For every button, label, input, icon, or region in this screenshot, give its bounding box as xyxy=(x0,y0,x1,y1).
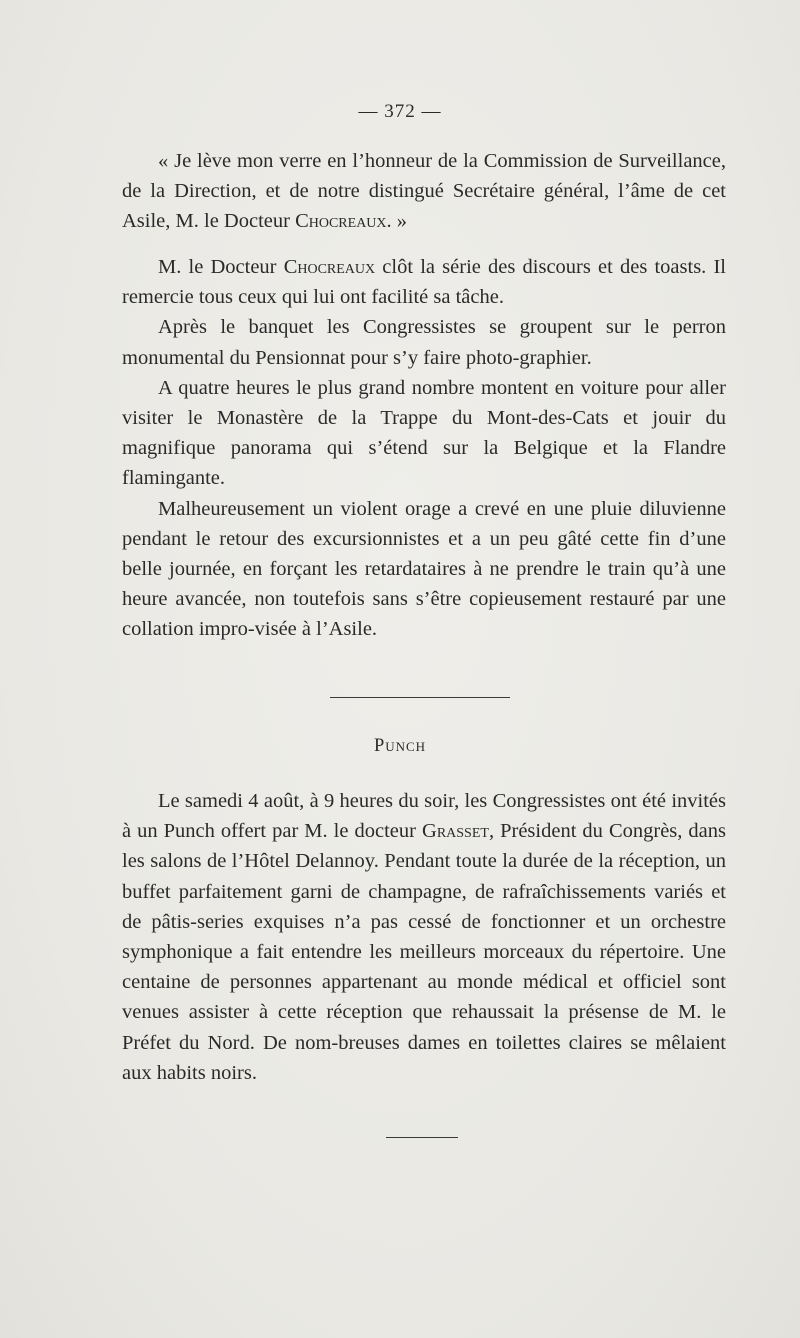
banquet-paragraph: Après le banquet les Congressistes se groupent sur le perron monumental du Pensionnat pour s’y faire photo-graphier. xyxy=(122,316,726,369)
section-divider xyxy=(330,697,510,698)
closing-text-before: M. le Docteur xyxy=(158,256,284,278)
closing-text-after: clôt la série des discours et des toasts. Il remercie tous ceux qui lui ont facilité sa tâche. xyxy=(122,256,727,309)
section-title: Punch xyxy=(373,736,427,756)
closing-name: Chocreaux xyxy=(283,256,376,278)
punch-text-before: Le samedi 4 août, à 9 heures du soir, les Congressistes ont été invités à un Punch offert par M. le docteur xyxy=(122,790,726,843)
punch-paragraph xyxy=(122,786,726,1088)
page-number: — 372 — xyxy=(358,101,442,122)
punch-name: Grasset xyxy=(422,820,489,843)
quote-text-after: . » xyxy=(386,210,408,233)
quote-name: Chocreaux xyxy=(295,210,387,233)
punch-block xyxy=(122,786,726,1088)
closing-paragraph xyxy=(122,252,726,312)
quote-paragraph xyxy=(122,146,726,237)
end-divider xyxy=(386,1137,458,1138)
narrative-block xyxy=(122,252,726,645)
punch-text-after: , Président du Congrès, dans les salons de l’Hôtel Delannoy. Pendant toute la durée de la réception, un buffet parfaitement garni de champagne, de rafraîchissements variés et de pâtis-series exquises n’a pas cessé de fonctionner et un orchestre symphonique a fait entendre les meilleurs morceaux du répertoire. Une centaine de personnes appartenant au monde médical et officiel sont venues assister à cette réception que rehaussait la présense de M. le Préfet du Nord. De nom-breuses dames en toilettes claires se mêlaient aux habits noirs. xyxy=(122,820,727,1084)
quote-text-before: « Je lève mon verre en l’honneur de la Commission de Surveillance, de la Direction, et de notre distingué Secrétaire général, l’âme de cet Asile, M. le Docteur xyxy=(122,150,726,233)
excursion-paragraph: A quatre heures le plus grand nombre montent en voiture pour aller visiter le Monastère de la Trappe du Mont-des-Cats et jouir du magnifique panorama qui s’étend sur la Belgique et la Flandre flamingante. xyxy=(122,376,726,490)
storm-paragraph: Malheureusement un violent orage a crevé en une pluie diluvienne pendant le retour des excursionnistes et a un peu gâté cette fin d’une belle journée, en forçant les retardataires à ne prendre le train qu’à une heure avancée, non toutefois sans s’être copieusement restauré par une collation impro-visée à l’Asile. xyxy=(122,497,726,641)
quote-block xyxy=(122,146,726,237)
